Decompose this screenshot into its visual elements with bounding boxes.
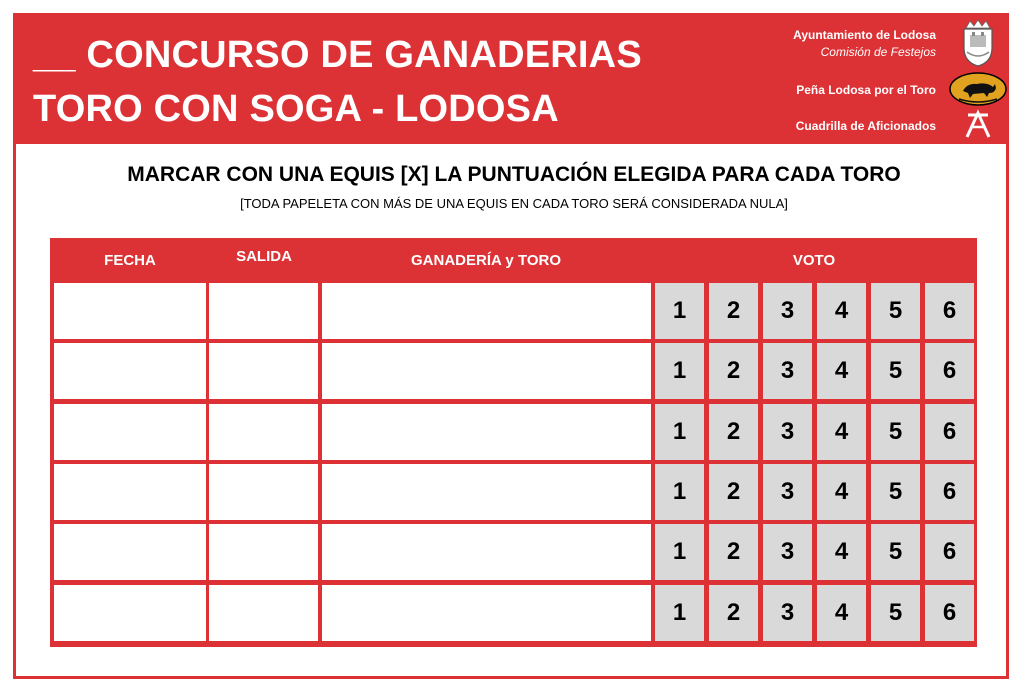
vote-option-2[interactable]: 2 [709,524,758,580]
vote-option-3[interactable]: 3 [763,283,812,339]
fecha-cell[interactable] [54,283,206,339]
header-band [16,16,1006,144]
vote-option-5[interactable]: 5 [871,464,920,520]
vote-option-3[interactable]: 3 [763,464,812,520]
vote-option-2[interactable]: 2 [709,283,758,339]
ballot-table [50,238,977,647]
fecha-cell[interactable] [54,464,206,520]
vote-option-6[interactable]: 6 [925,524,974,580]
vote-option-4[interactable]: 4 [817,283,866,339]
vote-option-3[interactable]: 3 [763,585,812,641]
vote-option-1[interactable]: 1 [655,464,704,520]
fecha-cell[interactable] [54,404,206,460]
sponsor-pena: Peña Lodosa por el Toro [796,83,936,97]
salida-cell[interactable] [209,524,318,580]
vote-option-5[interactable]: 5 [871,343,920,399]
vote-option-2[interactable]: 2 [709,343,758,399]
vote-option-4[interactable]: 4 [817,524,866,580]
vote-option-3[interactable]: 3 [763,404,812,460]
sponsor-name: Ayuntamiento de Lodosa [793,28,936,42]
salida-cell[interactable] [209,283,318,339]
salida-cell[interactable] [209,404,318,460]
salida-cell[interactable] [209,585,318,641]
title-line-1: __ CONCURSO DE GANADERIAS [33,34,642,76]
vote-option-3[interactable]: 3 [763,343,812,399]
vote-option-6[interactable]: 6 [925,585,974,641]
sponsor-sub: Comisión de Festejos [820,45,936,59]
header-voto: VOTO [792,252,836,269]
sponsor-ayuntamiento [793,28,936,59]
coat-of-arms-icon [958,18,998,68]
ganaderia-cell[interactable] [322,585,651,641]
bull-badge-icon [949,72,1007,106]
nullity-note: [TODA PAPELETA CON MÁS DE UNA EQUIS EN CADA TORO SERÁ CONSIDERADA NULA] [240,196,788,211]
vote-option-1[interactable]: 1 [655,343,704,399]
vote-option-1[interactable]: 1 [655,283,704,339]
ganaderia-cell[interactable] [322,404,651,460]
vote-option-6[interactable]: 6 [925,404,974,460]
vote-option-5[interactable]: 5 [871,283,920,339]
ganaderia-cell[interactable] [322,283,651,339]
instruction-text: MARCAR CON UNA EQUIS [X] LA PUNTUACIÓN ELEGIDA PARA CADA TORO [127,163,901,186]
salida-cell[interactable] [209,464,318,520]
vote-option-6[interactable]: 6 [925,283,974,339]
vote-option-5[interactable]: 5 [871,585,920,641]
fecha-cell[interactable] [54,524,206,580]
title-line-2: TORO CON SOGA - LODOSA [33,88,559,130]
ganaderia-cell[interactable] [322,524,651,580]
fecha-cell[interactable] [54,585,206,641]
fecha-cell[interactable] [54,343,206,399]
vote-option-4[interactable]: 4 [817,404,866,460]
salida-cell[interactable] [209,343,318,399]
vote-option-4[interactable]: 4 [817,585,866,641]
vote-option-5[interactable]: 5 [871,524,920,580]
ganaderia-cell[interactable] [322,343,651,399]
vote-option-6[interactable]: 6 [925,464,974,520]
vote-option-6[interactable]: 6 [925,343,974,399]
vote-option-4[interactable]: 4 [817,464,866,520]
vote-option-2[interactable]: 2 [709,404,758,460]
vote-option-5[interactable]: 5 [871,404,920,460]
ballot-frame [13,13,1009,679]
ganaderia-cell[interactable] [322,464,651,520]
vote-option-3[interactable]: 3 [763,524,812,580]
vote-option-4[interactable]: 4 [817,343,866,399]
header-fecha: FECHA [104,252,156,269]
vote-option-2[interactable]: 2 [709,585,758,641]
sponsor-cuadrilla: Cuadrilla de Aficionados [795,119,936,133]
cuadrilla-logo-icon [963,107,993,139]
header-salida: SALIDA [236,248,292,265]
vote-option-1[interactable]: 1 [655,585,704,641]
vote-option-2[interactable]: 2 [709,464,758,520]
vote-option-1[interactable]: 1 [655,524,704,580]
vote-option-1[interactable]: 1 [655,404,704,460]
header-ganaderia: GANADERÍA y TORO [410,252,561,269]
